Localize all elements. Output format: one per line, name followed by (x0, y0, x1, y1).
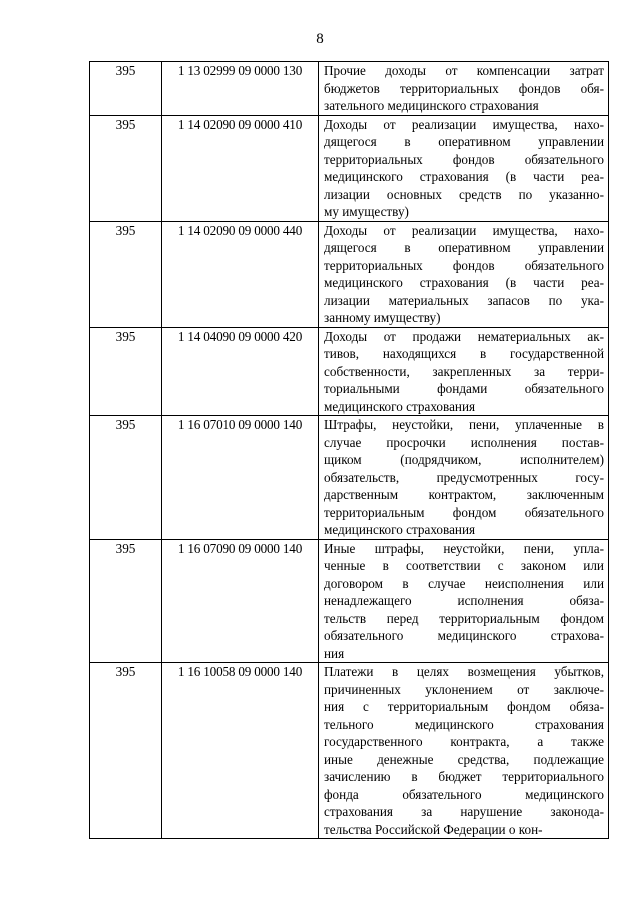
description-line: случае просрочки исполнения постав- (324, 434, 604, 450)
description-line: тельства Российской Федерации о кон- (324, 821, 543, 837)
revenue-description-cell (319, 663, 609, 839)
description-line: тивов, находящихся в государственной (324, 346, 604, 361)
admin-code-cell: 395 (90, 416, 162, 540)
table-row (90, 327, 609, 416)
description-line: иные денежные средства, подлежащие (324, 751, 604, 767)
description-line: лизации основных средств по указанно- (324, 186, 604, 202)
description-line: фонда обязательного медицинского (324, 786, 604, 802)
description-line: ненадлежащего исполнения обяза- (324, 593, 604, 608)
admin-code-cell: 395 (90, 663, 162, 839)
description-line: Доходы от реализации имущества, нахо- (324, 116, 604, 132)
description-line: Доходы от реализации имущества, нахо- (324, 222, 604, 238)
admin-code-cell: 395 (90, 62, 162, 116)
description-line: Прочие доходы от компенсации затрат (324, 63, 604, 78)
budget-classification-code-cell: 1 16 10058 09 0000 140 (162, 663, 319, 839)
description-line: щиком (подрядчиком, исполнителем) (324, 452, 604, 467)
description-line: бюджетов территориальных фондов обя- (324, 80, 604, 96)
page-number: 8 (316, 31, 324, 47)
description-line: зачислению в бюджет территориального (324, 769, 604, 784)
revenue-description-cell (319, 62, 609, 116)
description-line: Доходы от продажи нематериальных ак- (324, 328, 604, 344)
revenue-codes-table (89, 61, 609, 839)
description-line: договором в случае неисполнения или (324, 575, 604, 591)
description-line: медицинского страхования (324, 522, 476, 537)
description-line: территориальных фондов обязательного (324, 151, 604, 167)
budget-classification-code-cell: 1 14 02090 09 0000 440 (162, 221, 319, 327)
table-row (90, 221, 609, 327)
description-line: тельного медицинского страхования (324, 716, 604, 732)
description-line: страхования за нарушение законода- (324, 804, 604, 819)
revenue-description-cell (319, 539, 609, 663)
description-line: территориальных фондов обязательного (324, 257, 604, 273)
description-line: территориальным фондом обязательного (324, 504, 604, 520)
description-line: тельств перед территориальным фондом (324, 610, 604, 626)
description-line: ториальными фондами обязательного (324, 381, 604, 396)
admin-code-cell: 395 (90, 327, 162, 416)
description-line: Штрафы, неустойки, пени, уплаченные в (324, 417, 604, 432)
description-line: дящегося в оперативном управлении (324, 134, 604, 149)
revenue-description-cell (319, 327, 609, 416)
description-line: медицинского страхования (324, 398, 476, 414)
description-line: Платежи в целях возмещения убытков, (324, 664, 604, 679)
description-line: медицинского страхования (в части реа- (324, 169, 604, 184)
admin-code-cell: 395 (90, 221, 162, 327)
table-body (90, 62, 609, 839)
revenue-description-cell (319, 416, 609, 540)
budget-classification-code-cell: 1 14 02090 09 0000 410 (162, 115, 319, 221)
description-line: дящегося в оперативном управлении (324, 240, 604, 255)
admin-code-cell: 395 (90, 115, 162, 221)
description-line: обязательств, предусмотренных госу- (324, 469, 604, 485)
description-line: зательного медицинского страхования (324, 98, 539, 113)
revenue-description-cell (319, 115, 609, 221)
description-line: занному имуществу) (324, 310, 441, 325)
budget-classification-code-cell: 1 14 04090 09 0000 420 (162, 327, 319, 416)
description-line: собственности, закрепленных за терри- (324, 363, 604, 379)
description-line: дарственным контрактом, заключенным (324, 487, 604, 502)
description-line: обязательного медицинского страхова- (324, 628, 604, 643)
revenue-description-cell (319, 221, 609, 327)
budget-classification-code-cell: 1 13 02999 09 0000 130 (162, 62, 319, 116)
budget-classification-code-cell: 1 16 07010 09 0000 140 (162, 416, 319, 540)
table-row (90, 663, 609, 839)
table-row (90, 62, 609, 116)
admin-code-cell: 395 (90, 539, 162, 663)
description-line: ченные в соответствии с законом или (324, 558, 604, 573)
description-line: ния (324, 645, 345, 661)
budget-classification-code-cell: 1 16 07090 09 0000 140 (162, 539, 319, 663)
description-line: государственного контракта, а также (324, 734, 604, 749)
description-line: медицинского страхования (в части реа- (324, 275, 604, 290)
table-row (90, 416, 609, 540)
description-line: Иные штрафы, неустойки, пени, упла- (324, 540, 604, 556)
description-line: ния с территориальным фондом обяза- (324, 699, 604, 714)
table-row (90, 539, 609, 663)
table-row (90, 115, 609, 221)
description-line: причиненных уклонением от заключе- (324, 681, 604, 697)
description-line: му имуществу) (324, 204, 409, 219)
description-line: лизации материальных запасов по ука- (324, 292, 604, 308)
